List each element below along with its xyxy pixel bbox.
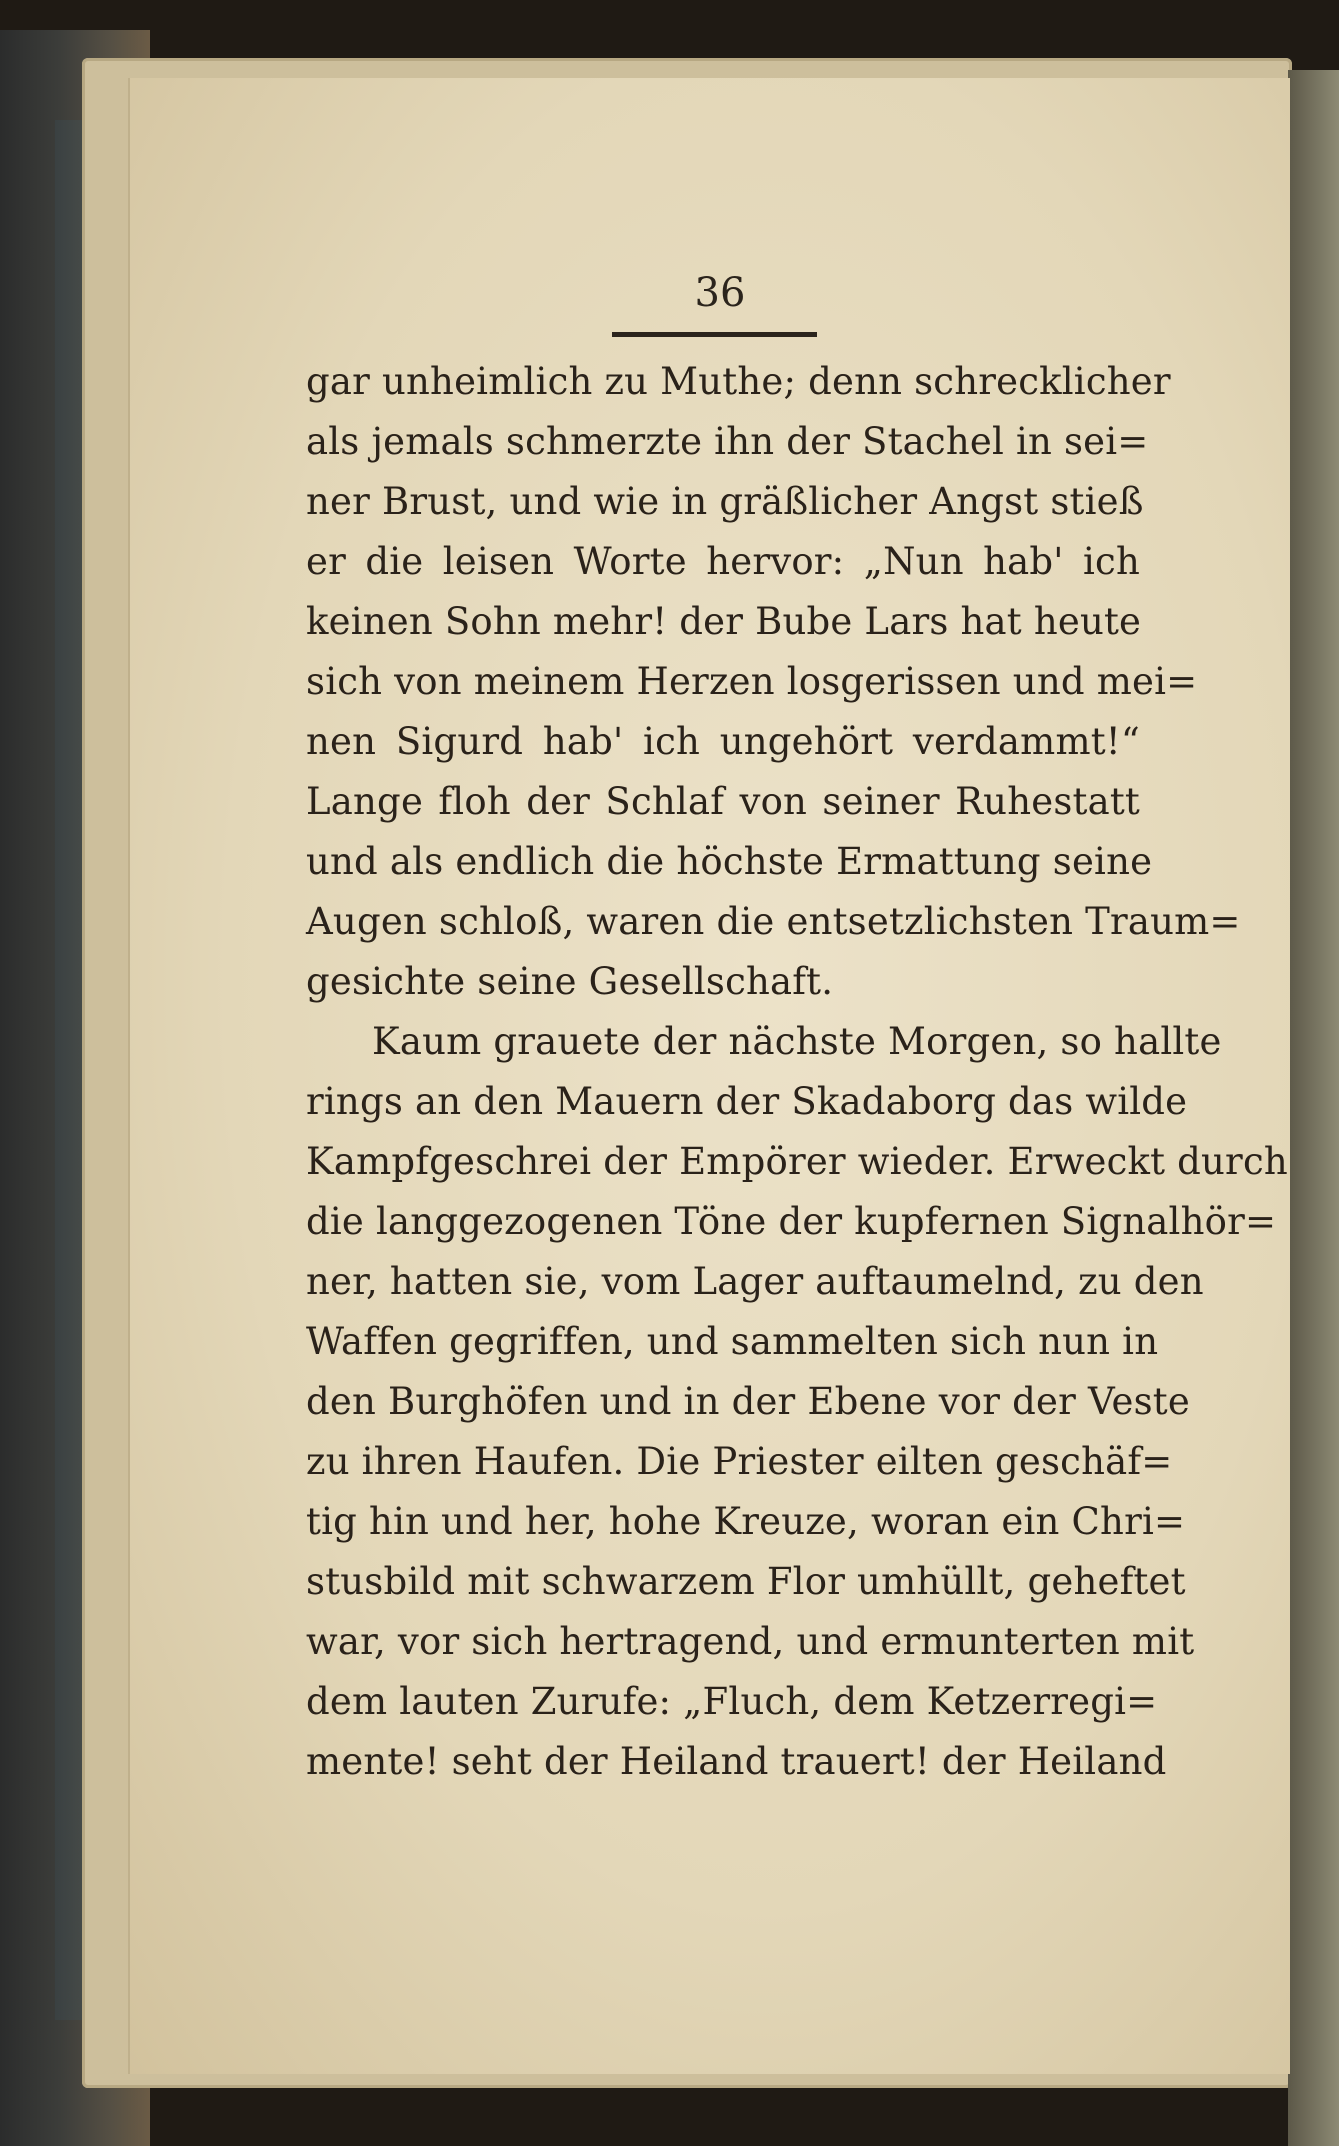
text-line: gesichte seine Gesellschaft. bbox=[306, 960, 834, 1003]
text-line: mente! seht der Heiland trauert! der Heiland bbox=[306, 1740, 1167, 1783]
header-rule bbox=[612, 332, 817, 337]
text-line: den Burghöfen und in der Ebene vor der Veste bbox=[306, 1380, 1190, 1423]
text-line: dem lauten Zurufe: „Fluch, dem Ketzerregi= bbox=[306, 1680, 1158, 1723]
text-line: als jemals schmerzte ihn der Stachel in sei= bbox=[306, 420, 1149, 463]
text-line: und als endlich die höchste Ermattung seine bbox=[306, 840, 1153, 883]
page-number: 36 bbox=[694, 270, 746, 316]
text-line: nen Sigurd hab' ich ungehört verdammt!“ bbox=[306, 720, 1140, 763]
text-line: gar unheimlich zu Muthe; denn schrecklicher bbox=[306, 360, 1171, 403]
text-line: Augen schloß, waren die entsetzlichsten Traum= bbox=[306, 900, 1241, 943]
text-line: rings an den Mauern der Skadaborg das wilde bbox=[306, 1080, 1188, 1123]
text-line: Kampfgeschrei der Empörer wieder. Erweckt durch bbox=[306, 1140, 1288, 1183]
text-line: die langgezogenen Töne der kupfernen Signalhör= bbox=[306, 1200, 1277, 1243]
text-line: war, vor sich hertragend, und ermunterten mit bbox=[306, 1620, 1195, 1663]
text-line: keinen Sohn mehr! der Bube Lars hat heute bbox=[306, 600, 1142, 643]
text-line: sich von meinem Herzen losgerissen und mei= bbox=[306, 660, 1198, 703]
facing-page-edge bbox=[1288, 70, 1339, 2146]
text-line: ner, hatten sie, vom Lager auftaumelnd, zu den bbox=[306, 1260, 1204, 1303]
text-line: er die leisen Worte hervor: „Nun hab' ich bbox=[306, 540, 1140, 583]
text-line: Waffen gegriffen, und sammelten sich nun in bbox=[306, 1320, 1159, 1363]
text-line: stusbild mit schwarzem Flor umhüllt, geheftet bbox=[306, 1560, 1186, 1603]
text-line: Kaum grauete der nächste Morgen, so hallte bbox=[372, 1020, 1222, 1063]
text-line: ner Brust, und wie in gräßlicher Angst stieß bbox=[306, 480, 1144, 523]
text-line: Lange floh der Schlaf von seiner Ruhestatt bbox=[306, 780, 1140, 823]
body-text bbox=[306, 352, 1288, 1792]
text-line: tig hin und her, hohe Kreuze, woran ein Chri= bbox=[306, 1500, 1186, 1543]
text-line: zu ihren Haufen. Die Priester eilten geschäf= bbox=[306, 1440, 1173, 1483]
